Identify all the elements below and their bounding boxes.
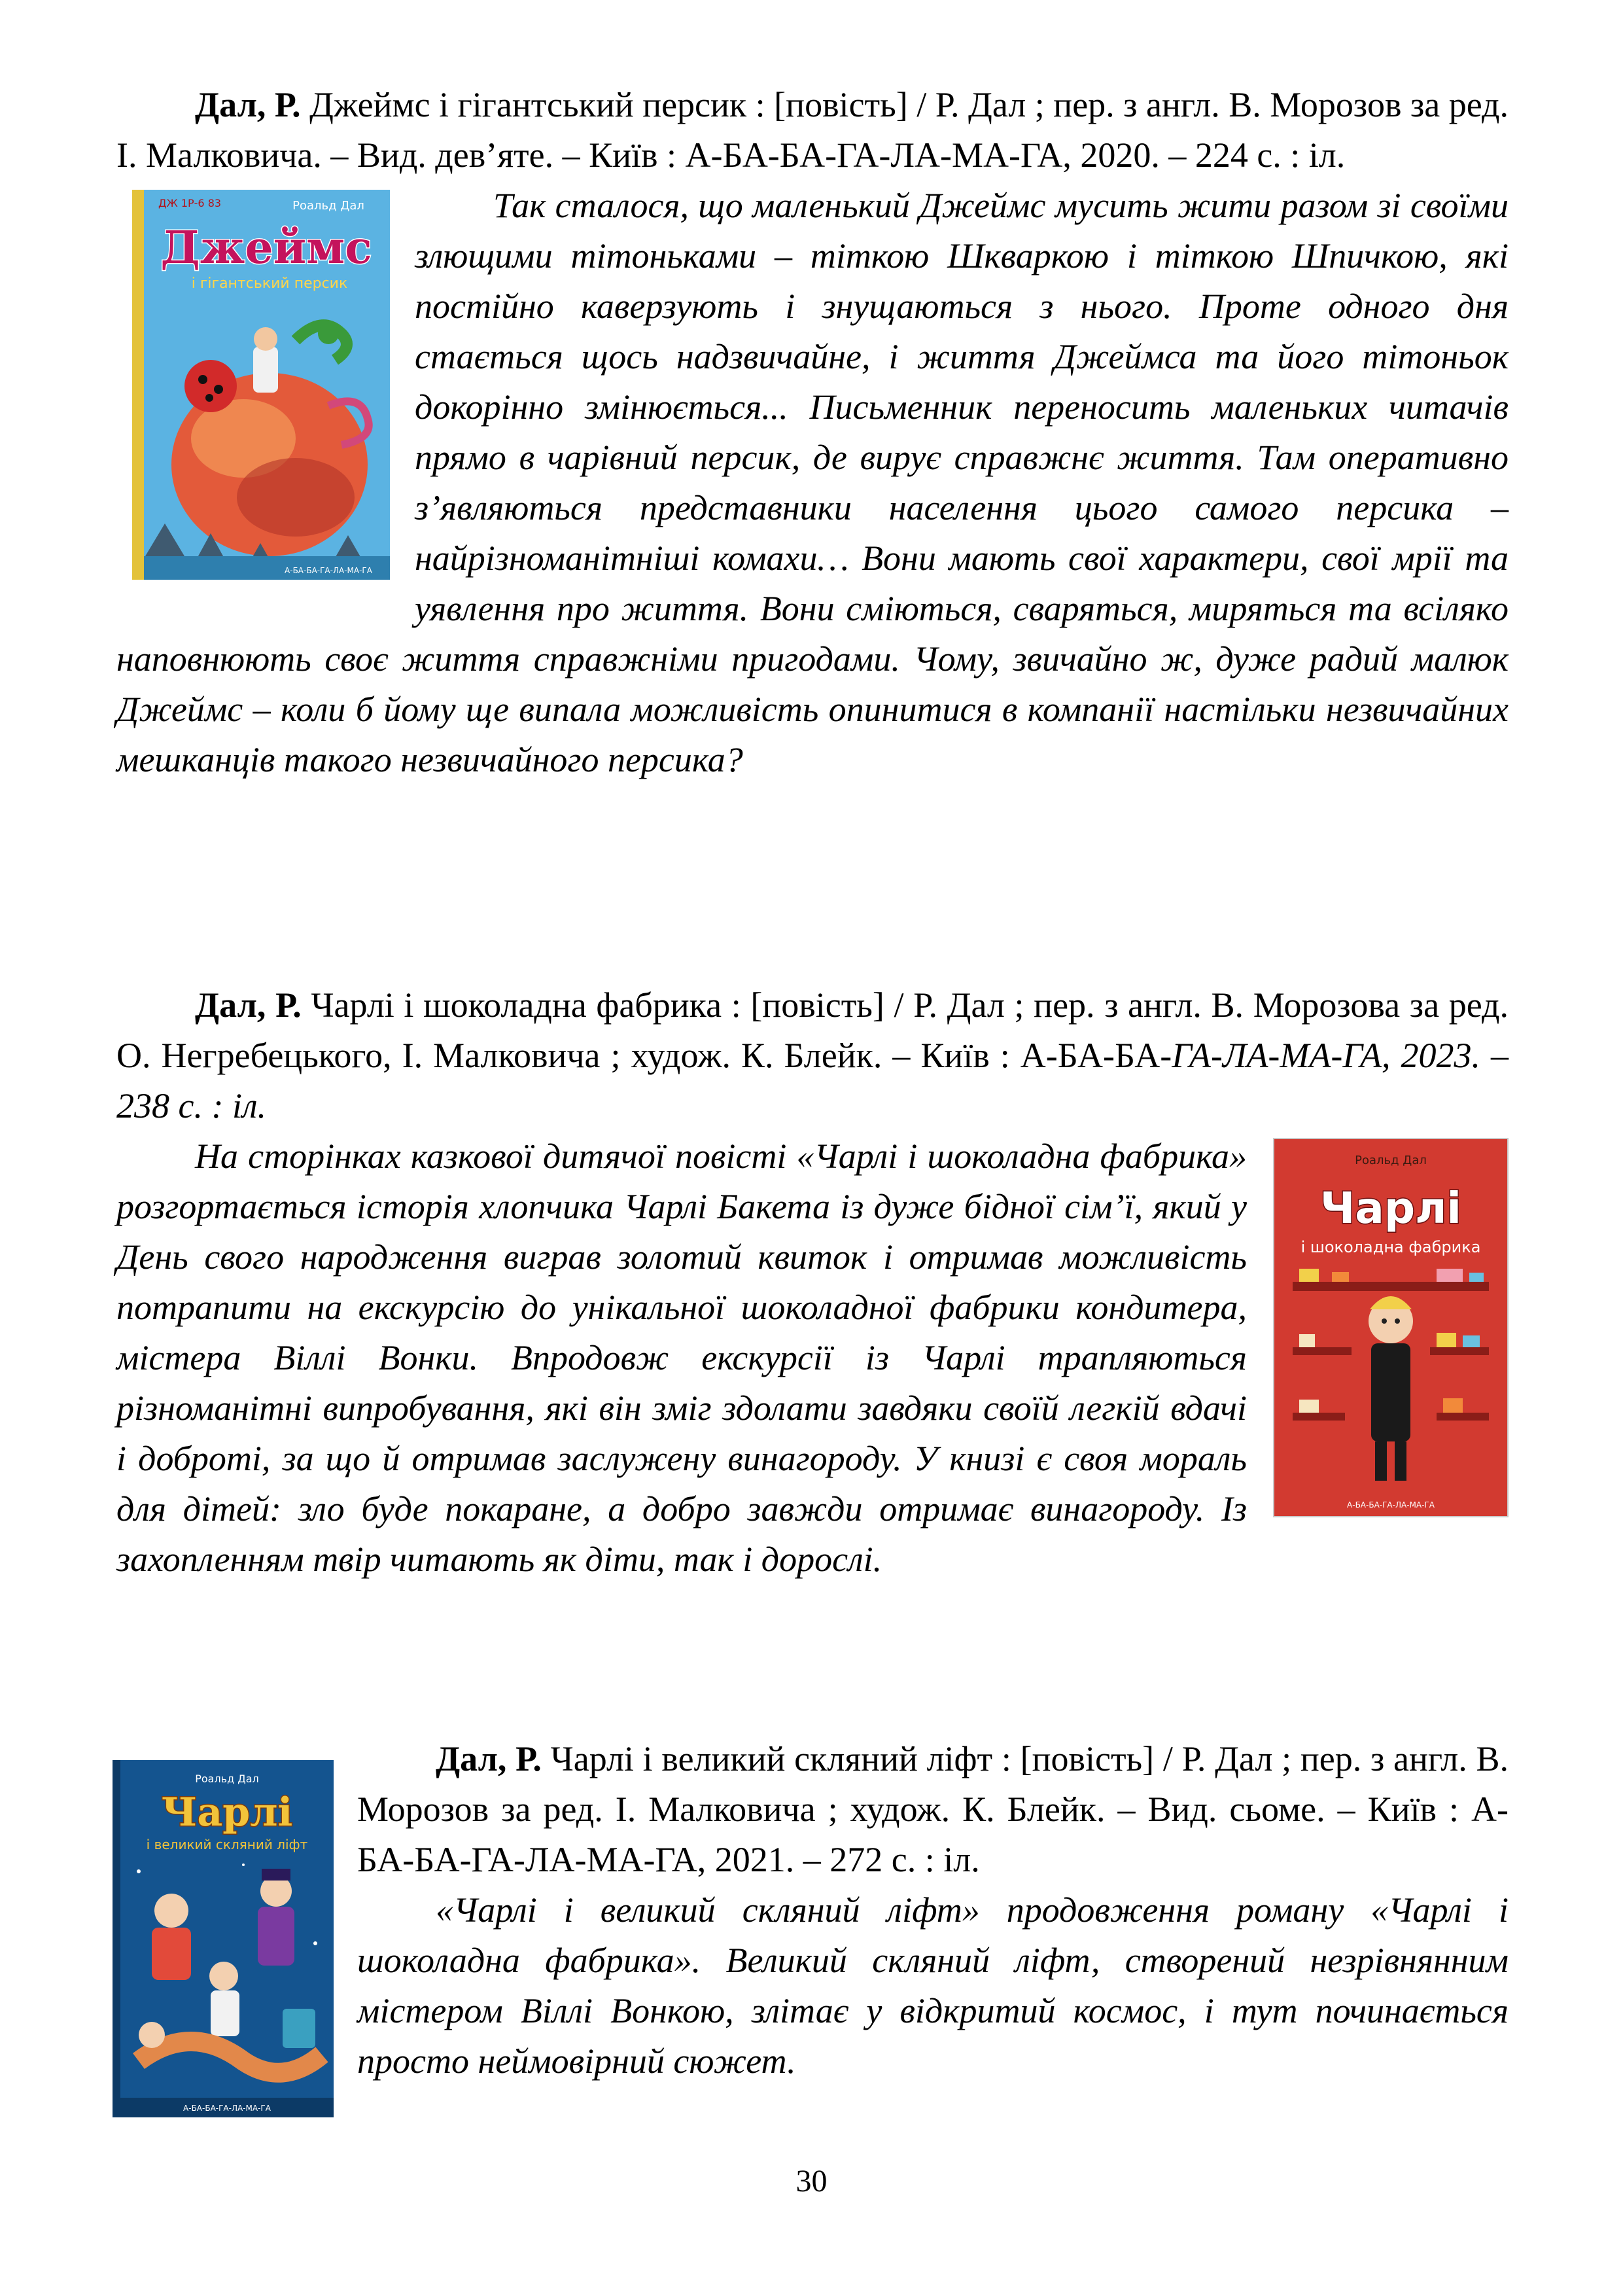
bibliography-entry-charlie-elevator [116, 1734, 1509, 2124]
bibliography-entry-charlie-factory [116, 980, 1509, 1585]
cover-subtitle: і великий скляний ліфт [146, 1837, 308, 1852]
cover-publisher: А-БА-БА-ГА-ЛА-МА-ГА [183, 2104, 271, 2113]
annotation-james: Так сталося, що маленький Джеймс мусить жити разом зі своїми злющими тітоньками – тіткою Шкваркою і тіткою Шпичкою, які постійно каверзують і знущаються з нього. Проте одного дня стається щось надзвичайне, і життя Джеймса та його тітоньок докорінно змінюється... Письменник переносить маленьких читачів прямо в чарівний персик, де вирує справжнє життя. Там оперативно з’являються представники населення цього самого персика – найрізноманітніші комахи… Вони мають свої характери, свої мрії та уявлення про життя. Вони сміються, сваряться, миряться та всіляко наповнюють своє життя справжніми пригодами. Чому, звичайно ж, дуже радий малюк Джеймс – коли б йому ще випала можливість опинитися в компанії настільки незвичайних мешканців такого незвичайного персика? [116, 186, 1509, 779]
citation-charlie-factory [116, 980, 1509, 1131]
annotation-charlie-elevator: «Чарлі і великий скляний ліфт» продовження роману «Чарлі і шоколадна фабрика». Великий скляний ліфт, створений незрівнянним містером Віллі Вонкою, злітає у відкритий космос, і тут починається просто неймовірний сюжет. [357, 1890, 1509, 2081]
citation-text: Чарлі і великий скляний ліфт : [повість] / Р. Дал ; пер. з англ. В. Морозов за ред. І. Малковича ; худож. К. Блейк. – Вид. сьоме. – Київ : А-БА-БА-ГА-ЛА-МА-ГА, 2021. – 272 с. : іл. [357, 1739, 1509, 1879]
cover-illustration-charlie-factory [1273, 1138, 1509, 1517]
cover-subtitle: і гігантський персик [191, 275, 348, 292]
citation-text: Чарлі і шоколадна фабрика : [повість] / Р. Дал ; пер. з англ. В. Морозова за ред. О. Негребецького, І. Малковича ; худож. К. Блейк. – Київ : А-БА-БА- [116, 985, 1509, 1075]
cover-author: Роальд Дал [292, 199, 364, 213]
cover-title: Джеймс [160, 222, 372, 274]
cover-illustration-charlie-elevator [113, 1760, 334, 2117]
cover-author: Роальд Дал [195, 1773, 259, 1785]
library-mark: ДЖ 1Р-6 83 [158, 197, 222, 209]
cover-title: Чарлі [1319, 1183, 1462, 1233]
cover-publisher: А-БА-БА-ГА-ЛА-МА-ГА [285, 566, 372, 575]
author-name: Дал, Р. [436, 1739, 542, 1778]
citation-text: Джеймс і гігантський персик : [повість] / Р. Дал ; пер. з англ. В. Морозов за ред. І. Малковича. – Вид. дев’яте. – Київ : А-БА-БА-ГА-ЛА-МА-ГА, 2020. – 224 с. : іл. [116, 85, 1509, 175]
citation-text-italic: ГА-ЛА-МА-ГА, 2023. – 238 с. : іл. [116, 1036, 1509, 1125]
book-cover-charlie-chocolate-factory [1273, 1138, 1509, 1517]
bibliography-entry-james [116, 80, 1509, 785]
book-cover-james-giant-peach [132, 190, 390, 580]
annotation-charlie-factory: На сторінках казкової дитячої повісті «Чарлі і шоколадна фабрика» розгортається історія хлопчика Чарлі Бакета із дуже бідної сім’ї, який у День свого народження виграв золотий квиток і отримав можливість потрапити на екскурсію до унікальної шоколадної фабрики кондитера, містера Віллі Вонки. Впродовж екскурсії із Чарлі трапляються різноманітні випробування, які він зміг здолати завдяки своїй легкій вдачі і доброті, за що й отримав заслужену винагороду. У книзі є своя мораль для дітей: зло буде покаране, а добро завжди отримає винагороду. Із захопленням твір читають як діти, так і дорослі. [116, 1137, 1247, 1579]
citation-james [116, 80, 1509, 181]
cover-title: Чарлі [161, 1790, 293, 1835]
author-name: Дал, Р. [195, 985, 302, 1025]
cover-author: Роальд Дал [1355, 1154, 1427, 1167]
cover-publisher: А-БА-БА-ГА-ЛА-МА-ГА [1347, 1500, 1435, 1510]
author-name: Дал, Р. [195, 85, 301, 124]
cover-illustration-james [132, 190, 390, 580]
cover-subtitle: і шоколадна фабрика [1300, 1238, 1481, 1256]
page-number: 30 [795, 2164, 828, 2199]
book-cover-charlie-glass-elevator [113, 1760, 334, 2117]
